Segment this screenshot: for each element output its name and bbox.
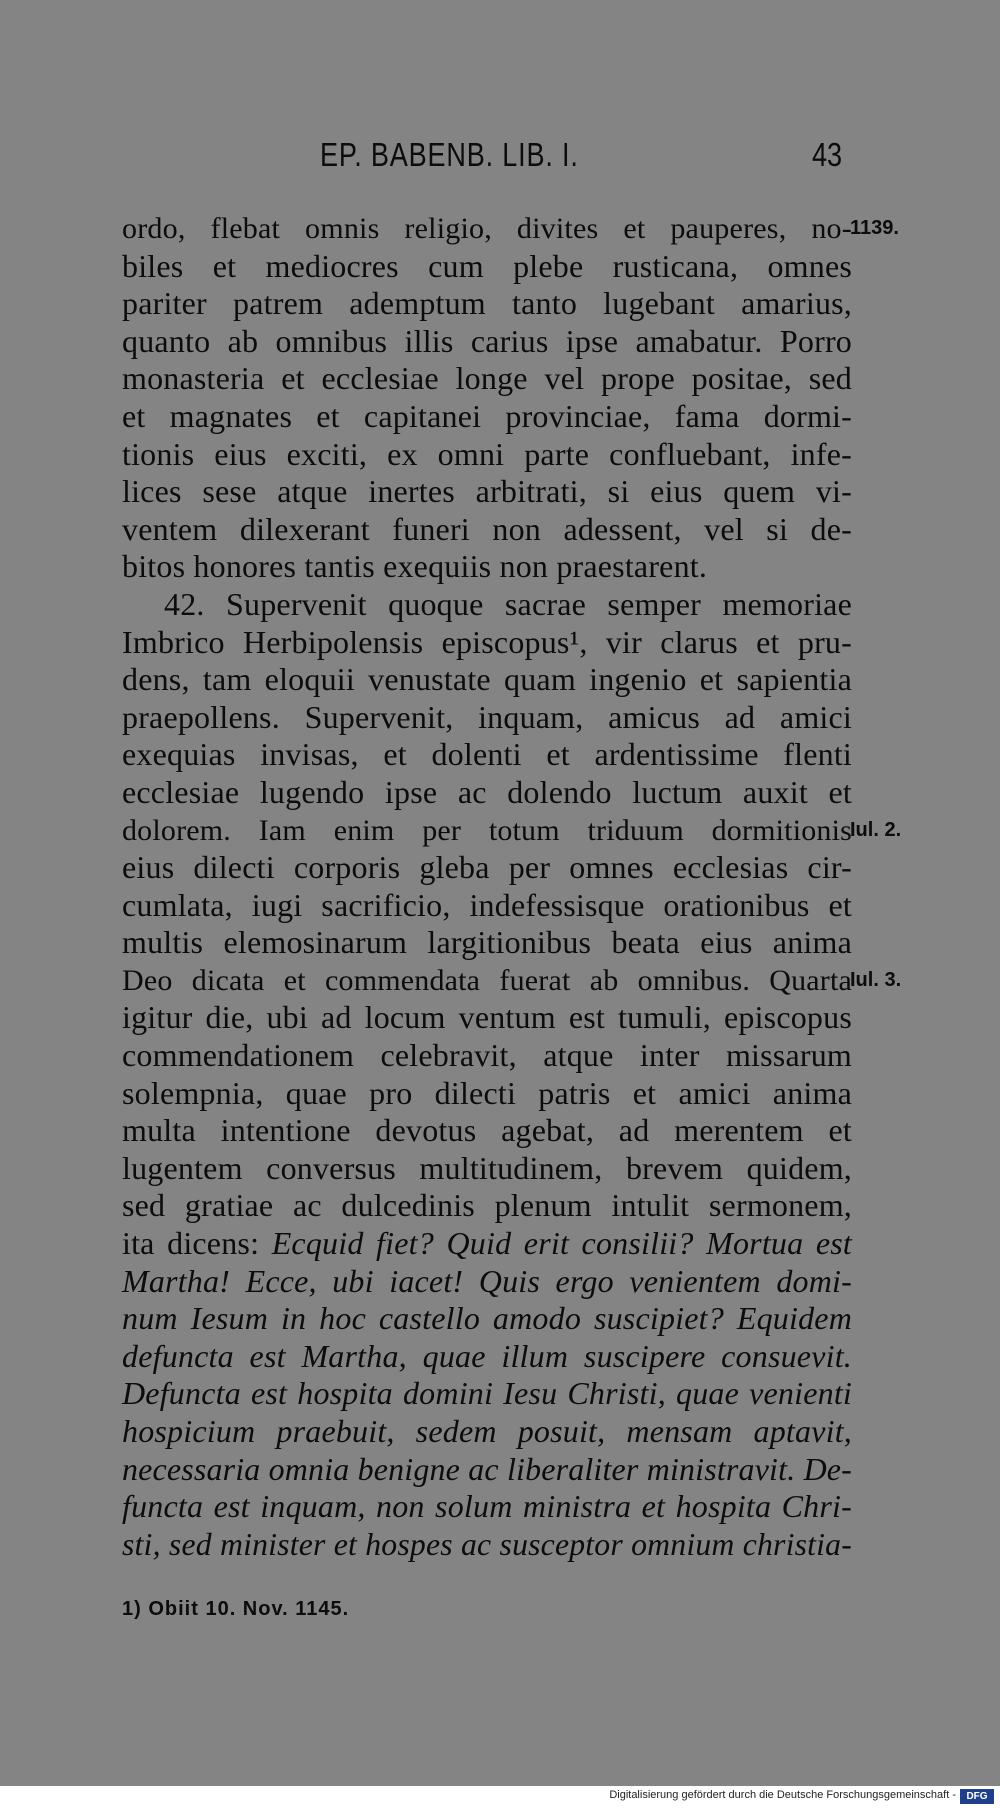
body-text: [122, 210, 902, 1563]
text-line-content: quanto ab omnibus illis carius ipse amabatur. Porro: [122, 322, 852, 359]
text-line: [122, 210, 899, 248]
text-line: [122, 887, 852, 925]
text-line-roman: ita dicens:: [122, 1225, 272, 1262]
text-line-content: sed gratiae ac dulcedinis plenum intulit sermonem,: [122, 1187, 852, 1224]
text-line-content: Deo dicata et commendata fuerat ab omnibus. Quarta: [122, 963, 852, 997]
text-line-content: cumlata, iugi sacrificio, indefessisque orationibus et: [122, 886, 852, 923]
text-line: [122, 1112, 852, 1150]
text-line-content: commendationem celebravit, atque inter missarum: [122, 1037, 852, 1074]
text-line: [122, 398, 852, 436]
page-header: [0, 136, 1000, 176]
digitization-footer: [0, 1786, 1000, 1808]
running-title: EP. BABENB. LIB. I.: [320, 136, 579, 173]
text-line: [122, 699, 852, 737]
funding-credit: Digitalisierung gefördert durch die Deutsche Forschungsgemeinschaft -: [609, 1789, 956, 1801]
text-line-content: biles et mediocres cum plebe rusticana, omnes: [122, 247, 852, 284]
text-line: [122, 285, 852, 323]
text-line-content: ordo, flebat omnis religio, divites et pauperes, no-: [122, 211, 852, 245]
text-line: [122, 1150, 852, 1188]
text-line: [122, 548, 852, 586]
text-line-content: lugentem conversus multitudinem, brevem quidem,: [122, 1149, 852, 1186]
text-line: [122, 849, 852, 887]
text-line: [122, 1300, 852, 1338]
text-line-content: tionis eius exciti, ex omni parte confluebant, infe-: [122, 435, 852, 472]
text-line: [122, 1413, 852, 1451]
text-line-content: 42. Supervenit quoque sacrae semper memoriae: [164, 585, 852, 622]
text-line: [122, 624, 852, 662]
text-line: [122, 661, 852, 699]
text-line: [122, 1263, 852, 1301]
text-line-content: ecclesiae lugendo ipse ac dolendo luctum auxit et: [122, 773, 852, 810]
dfg-logo: DFG: [960, 1789, 994, 1804]
text-line-content: eius dilecti corporis gleba per omnes ecclesias cir-: [122, 849, 852, 886]
text-line-content: ventem dilexerant funeri non adessent, vel si de-: [122, 510, 852, 547]
text-line-content: num Iesum in hoc castello amodo suscipiet? Equidem: [122, 1300, 852, 1337]
text-line: [122, 1451, 852, 1489]
text-line: [122, 812, 902, 850]
text-line-content: Imbrico Herbipolensis episcopus¹, vir clarus et pru-: [122, 623, 852, 660]
text-line-content: solempnia, quae pro dilecti patris et amici anima: [122, 1074, 852, 1111]
text-line: [122, 1375, 852, 1413]
text-line: [122, 1225, 852, 1263]
text-line-content: exequias invisas, et dolenti et ardentissime flenti: [122, 736, 852, 773]
text-line-content: sti, sed minister et hospes ac susceptor omnium christia-: [122, 1526, 852, 1562]
text-line-italic: Ecquid fiet? Quid erit consilii? Mortua est: [271, 1225, 852, 1262]
text-line: [122, 1338, 852, 1376]
text-line: [122, 999, 852, 1037]
margin-note: 1139.: [850, 217, 899, 239]
text-line-content: functa est inquam, non solum ministra et hospita Chri-: [122, 1488, 852, 1525]
text-line: [122, 924, 852, 962]
text-line-content: hospicium praebuit, sedem posuit, mensam aptavit,: [122, 1413, 852, 1449]
text-line-content: defuncta est Martha, quae illum suscipere consuevit.: [122, 1337, 852, 1374]
text-line: [122, 1488, 852, 1526]
margin-note: Iul. 3.: [850, 968, 902, 991]
text-line: [122, 1075, 852, 1113]
text-line-content: monasteria et ecclesiae longe vel prope positae, sed: [122, 360, 852, 397]
text-line: [122, 962, 902, 1000]
text-line: [122, 736, 852, 774]
text-line-content: igitur die, ubi ad locum ventum est tumuli, episcopus: [122, 999, 852, 1036]
margin-note: Iul. 2.: [850, 818, 902, 841]
text-line: [122, 473, 852, 511]
text-line: [122, 774, 852, 812]
text-line-content: pariter patrem ademptum tanto lugebant amarius,: [122, 285, 852, 322]
footnote: 1) Obiit 10. Nov. 1145.: [122, 1598, 350, 1620]
text-line-content: bitos honores tantis exequiis non praestarent.: [122, 548, 708, 585]
text-line-content: necessaria omnia benigne ac liberaliter ministravit. De-: [122, 1451, 852, 1487]
text-line: [122, 586, 852, 624]
text-line-content: Martha! Ecce, ubi iacet! Quis ergo venientem domi-: [122, 1262, 852, 1299]
text-line: [122, 1037, 852, 1075]
text-line: [122, 323, 852, 361]
text-line: [122, 248, 852, 286]
text-line-content: et magnates et capitanei provinciae, fama dormi-: [122, 397, 852, 434]
text-line-content: Defuncta est hospita domini Iesu Christi, quae venienti: [122, 1375, 852, 1412]
page-number: 43: [812, 136, 843, 173]
text-line: [122, 1187, 852, 1225]
text-line: [122, 360, 852, 398]
text-line: [122, 1526, 852, 1564]
text-line-content: dolorem. Iam enim per totum triduum dormitionis: [122, 813, 852, 847]
text-line-content: multa intentione devotus agebat, ad merentem et: [122, 1112, 852, 1149]
text-line-content: praepollens. Supervenit, inquam, amicus ad amici: [122, 698, 852, 735]
text-line: [122, 436, 852, 474]
text-line: [122, 511, 852, 549]
text-line-content: multis elemosinarum largitionibus beata eius anima: [122, 924, 852, 961]
text-line-content: dens, tam eloquii venustate quam ingenio et sapientia: [122, 661, 852, 698]
text-line-content: lices sese atque inertes arbitrati, si eius quem vi-: [122, 473, 852, 510]
